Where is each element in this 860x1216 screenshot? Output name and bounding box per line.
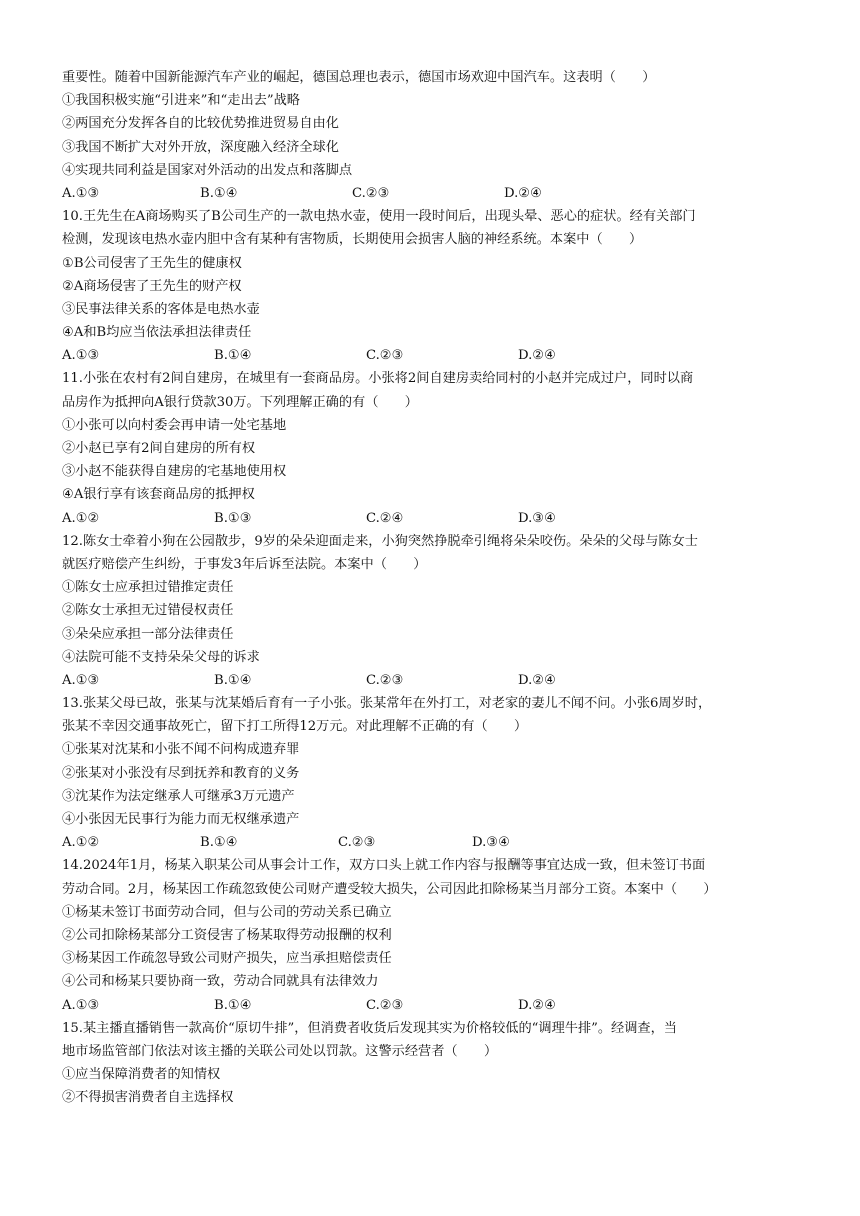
choice-item: ①应当保障消费者的知情权: [62, 1067, 221, 1083]
option-d: D.②④: [518, 348, 556, 364]
choice-item: ①杨某未签订书面劳动合同，但与公司的劳动关系已确立: [62, 904, 392, 920]
choice-item: ④小张因无民事行为能力而无权继承遗产: [62, 812, 300, 827]
question-stem-line: 劳动合同。2月，杨某因工作疏忽致使公司财产遭受较大损失，公司因此扣除杨某当月部分工资。本案中（ ）: [62, 881, 717, 897]
option-c: C.②③: [366, 997, 404, 1013]
choice-item: ④A银行享有该套商品房的抵押权: [62, 487, 255, 503]
choice-item: ②A商场侵害了王先生的财产权: [62, 278, 242, 294]
choice-item: ②陈女士承担无过错侵权责任: [62, 603, 234, 619]
option-a: A.①③: [62, 672, 100, 688]
option-b: B.①④: [200, 835, 238, 851]
choice-item: ①陈女士应承担过错推定责任: [62, 580, 234, 596]
choice-item: ②张某对小张没有尽到抚养和教育的义务: [62, 765, 300, 781]
answer-options: [62, 669, 804, 692]
option-d: D.③④: [518, 510, 556, 526]
question-stem-line: 就医疗赔偿产生纠纷，于事发3年后诉至法院。本案中（ ）: [62, 556, 427, 572]
choice-item: ③我国不断扩大对外开放，深度融入经济全球化: [62, 139, 339, 155]
answer-options: [62, 182, 804, 205]
question-stem-line: 重要性。随着中国新能源汽车产业的崛起，德国总理也表示，德国市场欢迎中国汽车。这表明（ ）: [62, 70, 656, 85]
option-c: C.②③: [366, 348, 404, 364]
question-13: [62, 692, 804, 854]
question-stem-line: 11.小张在农村有2间自建房，在城里有一套商品房。小张将2间自建房卖给同村的小赵并完成过户，同时以商: [62, 371, 694, 387]
answer-options: [62, 344, 804, 367]
choice-item: ①小张可以向村委会再申请一处宅基地: [62, 417, 287, 433]
option-a: A.①②: [62, 835, 100, 851]
option-d: D.②④: [518, 672, 556, 688]
choice-item: ③小赵不能获得自建房的宅基地使用权: [62, 464, 287, 480]
choice-item: ④A和B均应当依法承担法律责任: [62, 325, 252, 341]
option-b: B.①④: [214, 997, 252, 1013]
option-a: A.①③: [62, 997, 100, 1013]
question-12: [62, 530, 804, 692]
answer-options: [62, 507, 804, 530]
option-c: C.②④: [366, 510, 404, 526]
answer-options: [62, 994, 804, 1017]
question-14: [62, 854, 804, 1016]
question-stem-line: 13.张某父母已故，张某与沈某婚后育有一子小张。张某常年在外打工，对老家的妻儿不闻不问。小张6周岁时，: [62, 696, 712, 712]
choice-item: ④法院可能不支持朵朵父母的诉求: [62, 649, 260, 665]
question-stem-line: 张某不幸因交通事故死亡，留下打工所得12万元。对此理解不正确的有（ ）: [62, 719, 528, 735]
option-b: B.①④: [214, 672, 252, 688]
choice-item: ③朵朵应承担一部分法律责任: [62, 626, 234, 642]
option-c: C.②③: [366, 672, 404, 688]
option-a: A.①③: [62, 348, 100, 364]
choice-item: ③民事法律关系的客体是电热水壶: [62, 301, 260, 317]
option-d: D.②④: [504, 185, 542, 201]
choice-item: ②公司扣除杨某部分工资侵害了杨某取得劳动报酬的权利: [62, 927, 392, 943]
option-b: B.①③: [214, 510, 252, 526]
question-9: [62, 66, 804, 205]
option-a: A.①②: [62, 510, 100, 526]
answer-options: [62, 831, 804, 854]
choice-item: ②小赵已享有2间自建房的所有权: [62, 441, 256, 456]
option-c: C.②③: [338, 835, 376, 851]
choice-item: ①我国积极实施“引进来”和“走出去”战略: [62, 93, 300, 109]
question-stem-line: 地市场监管部门依法对该主播的关联公司处以罚款。这警示经营者（ ）: [62, 1043, 498, 1059]
question-stem-line: 10.王先生在A商场购买了B公司生产的一款电热水壶，使用一段时间后，出现头晕、恶心的症状。经有关部门: [62, 209, 696, 225]
question-stem-line: 15.某主播直播销售一款高价“原切牛排”，但消费者收货后发现其实为价格较低的“调理牛排”。经调查，当: [62, 1020, 677, 1036]
question-15: [62, 1017, 804, 1110]
question-11: [62, 367, 804, 529]
option-a: A.①③: [62, 185, 100, 201]
choice-item: ②两国充分发挥各自的比较优势推进贸易自由化: [62, 116, 339, 132]
choice-item: ②不得损害消费者自主选择权: [62, 1090, 234, 1106]
choice-item: ①B公司侵害了王先生的健康权: [62, 255, 242, 271]
choice-item: ①张某对沈某和小张不闻不问构成遗弃罪: [62, 742, 300, 758]
choice-item: ④实现共同利益是国家对外活动的出发点和落脚点: [62, 162, 353, 178]
question-stem-line: 品房作为抵押向A银行贷款30万。下列理解正确的有（ ）: [62, 394, 418, 410]
option-b: B.①④: [200, 185, 238, 201]
question-10: [62, 205, 804, 367]
choice-item: ④公司和杨某只要协商一致，劳动合同就具有法律效力: [62, 974, 379, 990]
option-b: B.①④: [214, 348, 252, 364]
choice-item: ③杨某因工作疏忽导致公司财产损失，应当承担赔偿责任: [62, 951, 392, 967]
exam-page: [62, 66, 804, 1109]
question-stem-line: 14.2024年1月，杨某入职某公司从事会计工作，双方口头上就工作内容与报酬等事宜达成一致，但未签订书面: [62, 858, 706, 874]
choice-item: ③沈某作为法定继承人可继承3万元遗产: [62, 788, 295, 804]
option-d: D.②④: [518, 997, 556, 1013]
option-d: D.③④: [472, 835, 510, 851]
question-stem-line: 检测，发现该电热水壶内胆中含有某种有害物质，长期使用会损害人脑的神经系统。本案中（ ）: [62, 232, 643, 248]
option-c: C.②③: [352, 185, 390, 201]
question-stem-line: 12.陈女士牵着小狗在公园散步，9岁的朵朵迎面走来，小狗突然挣脱牵引绳将朵朵咬伤。朵朵的父母与陈女士: [62, 533, 698, 549]
